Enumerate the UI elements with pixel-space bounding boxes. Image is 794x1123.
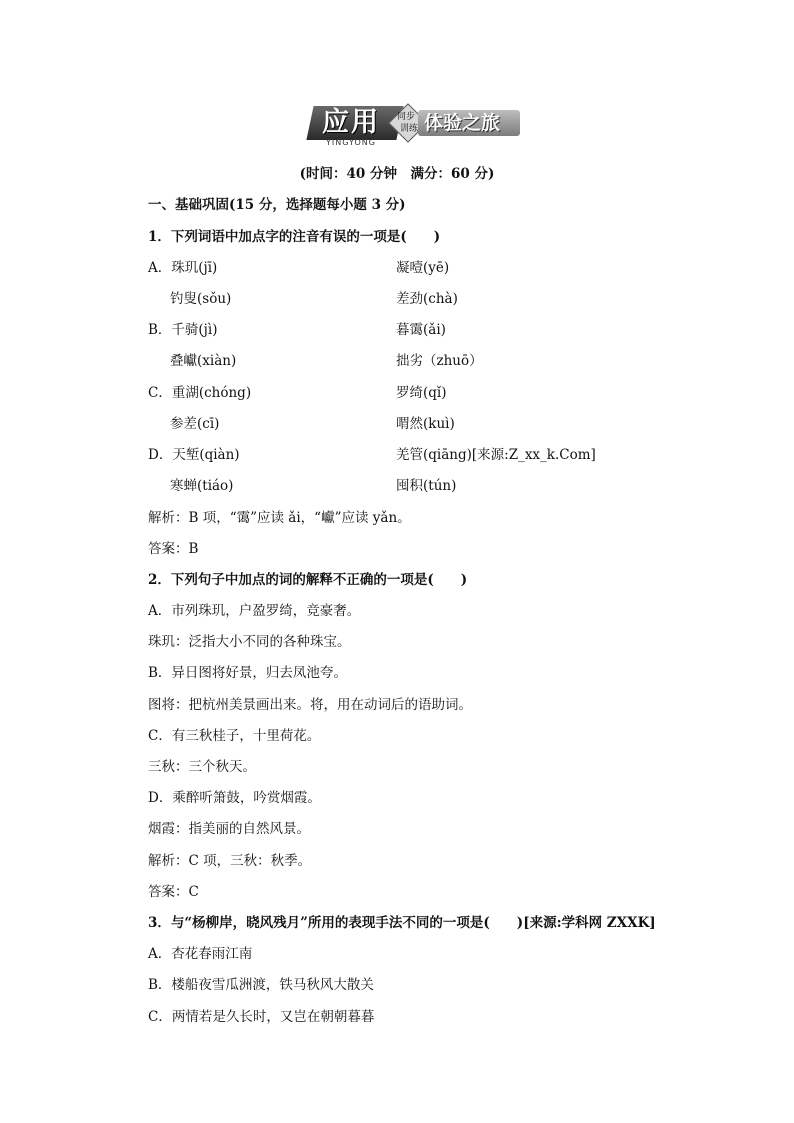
section-title: 一、基础巩固(15 分，选择题每小题 3 分) (148, 197, 406, 213)
q1-option-b-row1 (148, 321, 446, 339)
q2-line: 三秋：三个秋天。 (148, 759, 256, 775)
q2-analysis: 解析：C 项，三秋：秋季。 (148, 853, 312, 869)
q2-line: 图将：把杭州美景画出来。将，用在动词后的语助词。 (148, 697, 472, 713)
q1-c-right1: 罗绮(qǐ) (396, 385, 447, 401)
q2-stem: 2．下列句子中加点的词的解释不正确的一项是( ) (148, 572, 468, 588)
q1-option-c-row2 (170, 415, 455, 433)
q1-d-right1: 羌管(qiāng)[来源:Z_xx_k.Com] (396, 447, 596, 463)
q1-b-right1: 暮霭(ǎi) (396, 322, 446, 338)
q2-line: A．市列珠玑，户盈罗绮，竞豪奢。 (148, 603, 361, 619)
q1-c-left1: C．重湖(chóng) (148, 385, 252, 401)
title-banner (310, 104, 522, 150)
banner-pinyin: YINGYONG (326, 138, 376, 147)
q1-c-right2: 喟然(kuì) (396, 416, 455, 432)
q2-line: D．乘醉听箫鼓，吟赏烟霞。 (148, 790, 321, 806)
q1-b-left2: 叠巘(xiàn) (170, 353, 237, 369)
banner-sub-title: 体验之旅 (424, 112, 501, 134)
time-score: (时间：40 分钟 满分：60 分) (299, 166, 495, 182)
q2-line: B．异日图将好景，归去凤池夸。 (148, 665, 347, 681)
q2-answer: 答案：C (148, 884, 199, 900)
q1-b-right2: 拙劣（zhuō） (396, 353, 483, 369)
q1-option-c-row1 (148, 384, 447, 402)
q1-d-left2: 寒蝉(tiáo) (170, 478, 234, 494)
q1-c-left2: 参差(cī) (170, 416, 220, 432)
q1-a-right2: 差劲(chà) (396, 291, 458, 307)
q2-line: 烟霞：指美丽的自然风景。 (148, 821, 310, 837)
q1-d-right2: 囤积(tún) (396, 478, 457, 494)
q3-option: C．两情若是久长时，又岂在朝朝暮暮 (148, 1009, 375, 1025)
q3-option: A．杏花春雨江南 (148, 946, 253, 962)
q1-b-left1: B．千骑(jì) (148, 322, 218, 338)
q1-a-left2: 钓叟(sǒu) (170, 291, 232, 307)
q3-stem: 3．与“杨柳岸，晓风残月”所用的表现手法不同的一项是( )[来源:学科网 ZXXK] (148, 915, 656, 931)
q1-a-right1: 凝噎(yē) (396, 260, 450, 276)
q2-line: C．有三秋桂子，十里荷花。 (148, 728, 321, 744)
q1-option-a-row1 (148, 259, 450, 277)
q1-option-d-row1 (148, 446, 596, 464)
q2-line: 珠玑：泛指大小不同的各种珠宝。 (148, 634, 351, 650)
q1-option-a-row2 (170, 290, 458, 308)
q1-stem: 1．下列词语中加点字的注音有误的一项是( ) (148, 229, 441, 245)
q1-a-left1: A．珠玑(jī) (148, 260, 218, 276)
banner-small-text-bottom: 训练 (400, 124, 419, 134)
banner-small-text-top: 同步 (397, 112, 416, 122)
q1-answer: 答案：B (148, 541, 199, 557)
q1-option-b-row2 (170, 352, 483, 370)
q3-option: B．楼船夜雪瓜洲渡，铁马秋风大散关 (148, 977, 374, 993)
q1-analysis: 解析：B 项，“霭”应读 ǎi，“巘”应读 yǎn。 (148, 510, 411, 526)
q1-d-left1: D．天堑(qiàn) (148, 447, 240, 463)
banner-main-title: 应用 (322, 107, 380, 138)
q1-option-d-row2 (170, 477, 457, 495)
